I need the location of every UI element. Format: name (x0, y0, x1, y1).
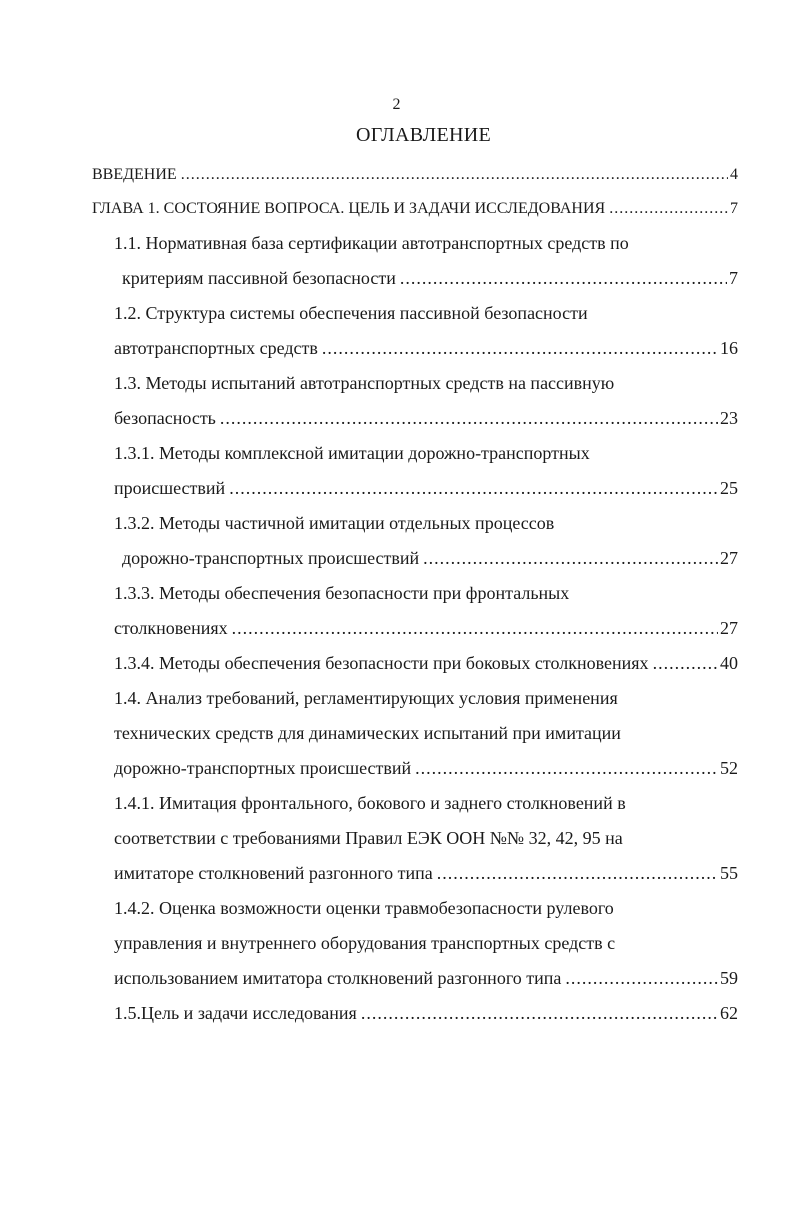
toc-entry-text: ВВЕДЕНИЕ (92, 166, 177, 183)
toc-entry-1-4-1-line-2[interactable]: соответствии с требованиями Правил ЕЭК ООН №№ 32, 42, 95 на (114, 828, 623, 848)
toc-entry-chapter-1[interactable] (92, 194, 738, 228)
toc-entry-1-4-cont[interactable] (92, 753, 738, 788)
toc-entry-1-3-4[interactable] (92, 648, 738, 683)
dot-leader (229, 473, 718, 503)
toc-entry-text: безопасность (114, 408, 216, 428)
toc-entry-text: дорожно-транспортных происшествий (122, 548, 420, 568)
toc-entry-text: ГЛАВА 1. СОСТОЯНИЕ ВОПРОСА. ЦЕЛЬ И ЗАДАЧИ ИССЛЕДОВАНИЯ (92, 200, 606, 217)
toc-entry-1-3-1[interactable]: 1.3.1. Методы комплексной имитации дорожно-транспортных (114, 443, 590, 463)
toc-entry-1-1[interactable]: 1.1. Нормативная база сертификации автотранспортных средств по (114, 233, 629, 253)
toc-entry-1-3-1-cont[interactable] (92, 473, 738, 508)
toc-page-number: 55 (720, 863, 738, 883)
dot-leader (437, 858, 718, 888)
toc-entry-1-4[interactable]: 1.4. Анализ требований, регламентирующих условия применения (114, 688, 618, 708)
toc-entry-text: происшествий (114, 478, 226, 498)
toc-entry-intro[interactable] (92, 160, 738, 194)
dot-leader (361, 998, 718, 1028)
toc-page-number: 27 (720, 618, 738, 638)
toc-page-number: 52 (720, 758, 738, 778)
toc-page-number: 25 (720, 478, 738, 498)
dot-leader (565, 963, 718, 993)
toc-entry-1-1-cont[interactable] (92, 263, 738, 298)
toc-page-number: 27 (720, 548, 738, 568)
toc-entry-1-3-cont[interactable] (92, 403, 738, 438)
toc-page-number: 16 (720, 338, 738, 358)
toc-page-number: 62 (720, 1003, 738, 1023)
toc-entry-1-3-2-cont[interactable] (92, 543, 738, 578)
dot-leader (400, 263, 727, 293)
toc-entry-1-3[interactable]: 1.3. Методы испытаний автотранспортных средств на пассивную (114, 373, 615, 393)
page-number: 2 (392, 96, 401, 113)
toc-page-number: 7 (730, 200, 738, 217)
toc-entry-text: 1.5.Цель и задачи исследования (114, 1003, 357, 1023)
toc-page-number: 4 (730, 166, 738, 183)
dot-leader (653, 648, 718, 678)
page-title: ОГЛАВЛЕНИЕ (356, 124, 491, 146)
toc-entry-1-3-3[interactable]: 1.3.3. Методы обеспечения безопасности при фронтальных (114, 583, 570, 603)
toc-entry-1-2[interactable]: 1.2. Структура системы обеспечения пассивной безопасности (114, 303, 588, 323)
toc-page-number: 59 (720, 968, 738, 988)
toc-page-number: 7 (729, 268, 738, 288)
toc-entry-text: имитаторе столкновений разгонного типа (114, 863, 433, 883)
toc-entry-1-4-2[interactable]: 1.4.2. Оценка возможности оценки травмобезопасности рулевого (114, 898, 614, 918)
toc-page-number: 23 (720, 408, 738, 428)
toc-entry-text: дорожно-транспортных происшествий (114, 758, 412, 778)
toc-entry-1-4-2-cont[interactable] (92, 963, 738, 998)
toc-entry-text: использованием имитатора столкновений разгонного типа (114, 968, 562, 988)
dot-leader (181, 160, 728, 190)
toc-entry-text: автотранспортных средств (114, 338, 318, 358)
dot-leader (609, 194, 728, 224)
dot-leader (232, 613, 718, 643)
dot-leader (415, 753, 718, 783)
toc-page-number: 40 (720, 653, 738, 673)
toc-entry-1-5[interactable] (92, 998, 738, 1033)
toc-entry-text: 1.3.4. Методы обеспечения безопасности при боковых столкновениях (114, 653, 649, 673)
toc-entry-1-4-line-2[interactable]: технических средств для динамических испытаний при имитации (114, 723, 621, 743)
toc-entry-text: столкновениях (114, 618, 228, 638)
toc-entry-1-2-cont[interactable] (92, 333, 738, 368)
toc-entry-1-3-2[interactable]: 1.3.2. Методы частичной имитации отдельных процессов (114, 513, 555, 533)
toc-entry-text: критериям пассивной безопасности (122, 268, 396, 288)
toc-entry-1-4-1-cont[interactable] (92, 858, 738, 893)
toc-entry-1-4-1[interactable]: 1.4.1. Имитация фронтального, бокового и заднего столкновений в (114, 793, 626, 813)
dot-leader (220, 403, 718, 433)
dot-leader (423, 543, 718, 573)
toc-entry-1-4-2-line-2[interactable]: управления и внутреннего оборудования транспортных средств с (114, 933, 616, 953)
table-of-contents (92, 160, 738, 1033)
toc-entry-1-3-3-cont[interactable] (92, 613, 738, 648)
dot-leader (322, 333, 718, 363)
